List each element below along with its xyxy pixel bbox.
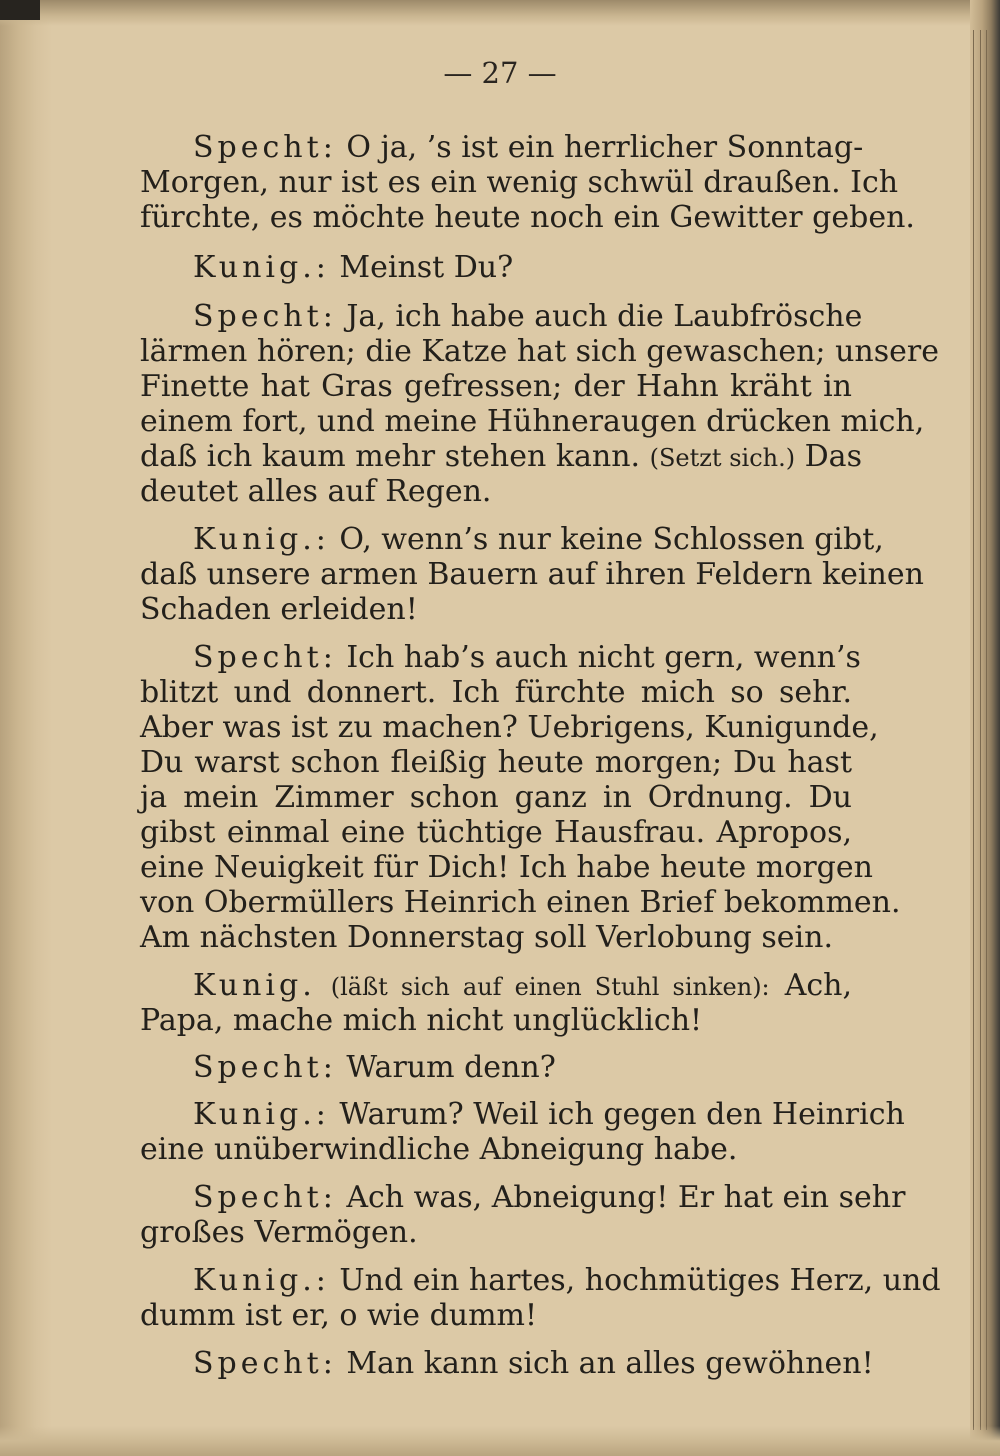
text-line: lärmen hören; die Katze hat sich gewaschen; unsere — [140, 334, 939, 369]
text-line: Papa, mache mich nicht unglücklich! — [140, 1003, 703, 1038]
text-line: ja mein Zimmer schon ganz in Ordnung. Du — [140, 780, 852, 815]
text-line: Am nächsten Donnerstag soll Verlobung sein. — [140, 920, 834, 955]
text-line: Kunig.: Warum? Weil ich gegen den Heinrich — [193, 1097, 905, 1132]
text-line: Morgen, nur ist es ein wenig schwül draußen. Ich — [140, 165, 899, 200]
text-line: Du warst schon fleißig heute morgen; Du hast — [140, 745, 852, 780]
speaker-name: Kunig. — [193, 968, 316, 1003]
text-line: großes Vermögen. — [140, 1215, 418, 1250]
text-line: Specht: O ja, ’s ist ein herrlicher Sonntag- — [193, 130, 864, 165]
text-line: gibst einmal eine tüchtige Hausfrau. Apropos, — [140, 815, 852, 850]
text-line: Kunig.: Und ein hartes, hochmütiges Herz, und — [193, 1263, 941, 1298]
text-line: Kunig.: O, wenn’s nur keine Schlossen gibt, — [193, 522, 884, 557]
text-line: einem fort, und meine Hühneraugen drücken mich, — [140, 404, 925, 439]
speaker-name: Kunig.: — [193, 522, 330, 557]
text-line: Kunig. (läßt sich auf einen Stuhl sinken): Ach, — [193, 968, 853, 1003]
text-line: Specht: Ich hab’s auch nicht gern, wenn’s — [193, 640, 861, 675]
text-line: Kunig.: Meinst Du? — [193, 250, 514, 285]
speaker-name: Specht: — [193, 1180, 337, 1215]
text-line: Specht: Ach was, Abneigung! Er hat ein sehr — [193, 1180, 906, 1215]
text-line: Specht: Ja, ich habe auch die Laubfrösche — [193, 299, 863, 334]
text-line: Aber was ist zu machen? Uebrigens, Kunigunde, — [140, 710, 879, 745]
text-line: deutet alles auf Regen. — [140, 474, 492, 509]
stage-direction: (läßt sich auf einen Stuhl sinken): — [330, 973, 770, 1001]
speaker-name: Kunig.: — [193, 1263, 330, 1298]
speaker-name: Specht: — [193, 1050, 337, 1085]
text-line: daß ich kaum mehr stehen kann. (Setzt sich.) Das — [140, 439, 862, 474]
text-line: eine Neuigkeit für Dich! Ich habe heute morgen — [140, 850, 873, 885]
text-line: blitzt und donnert. Ich fürchte mich so sehr. — [140, 675, 852, 710]
speaker-name: Kunig.: — [193, 1097, 330, 1132]
text-line: eine unüberwindliche Abneigung habe. — [140, 1132, 738, 1167]
speaker-name: Specht: — [193, 1346, 337, 1381]
text-line: Finette hat Gras gefressen; der Hahn kräht in — [140, 369, 852, 404]
speaker-name: Specht: — [193, 640, 337, 675]
text-line: Specht: Man kann sich an alles gewöhnen! — [193, 1346, 874, 1381]
speaker-name: Specht: — [193, 130, 337, 165]
text-line: Specht: Warum denn? — [193, 1050, 556, 1085]
text-line: Schaden erleiden! — [140, 592, 418, 627]
speaker-name: Specht: — [193, 299, 337, 334]
text-line: daß unsere armen Bauern auf ihren Feldern keinen — [140, 557, 924, 592]
text-line: dumm ist er, o wie dumm! — [140, 1298, 538, 1333]
page-number: — 27 — — [443, 56, 557, 90]
stage-direction: (Setzt sich.) — [649, 444, 796, 472]
speaker-name: Kunig.: — [193, 250, 330, 285]
text-line: fürchte, es möchte heute noch ein Gewitter geben. — [140, 200, 915, 235]
text-line: von Obermüllers Heinrich einen Brief bekommen. — [140, 885, 901, 920]
